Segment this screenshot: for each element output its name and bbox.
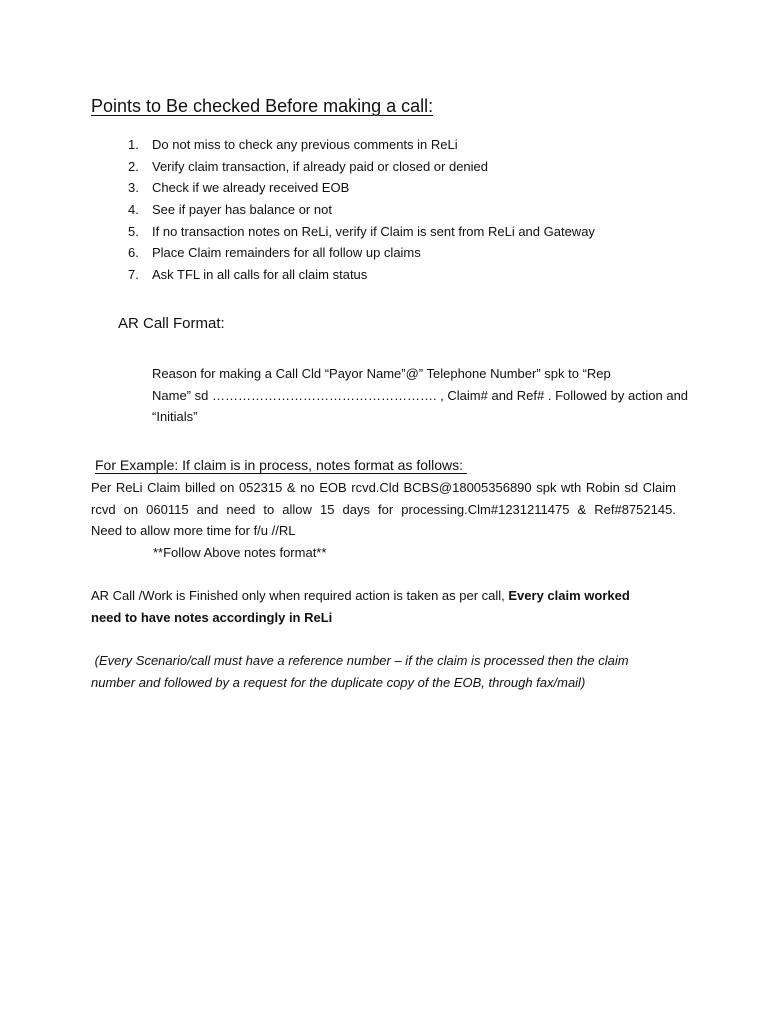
- item-text: Place Claim remainders for all follow up claims: [152, 245, 421, 261]
- item-number: 2.: [128, 158, 139, 174]
- example-word: on: [219, 480, 235, 495]
- item-text: Check if we already received EOB: [152, 180, 350, 196]
- item-number: 6.: [128, 245, 139, 261]
- page-title: Points to Be checked Before making a call:: [91, 96, 434, 116]
- example-word: BCBS@18005356890: [403, 480, 532, 495]
- example-word: need: [226, 501, 256, 517]
- example-word: &: [577, 501, 587, 517]
- example-word: wth: [561, 480, 582, 495]
- example-word: sd: [624, 480, 639, 495]
- checklist-item: [128, 242, 595, 264]
- example-word: rcvd: [91, 501, 116, 517]
- finish-emphasis: need to have notes accordingly in ReLi: [91, 609, 333, 625]
- format-line: “Initials”: [152, 409, 198, 425]
- example-word: Claim: [642, 480, 676, 495]
- finish-emphasis: Every claim worked: [508, 588, 630, 603]
- scenario-line: number and followed by a request for the duplicate copy of the EOB, through fax/mail): [91, 674, 586, 690]
- format-line: Name” sd ……………………………………………. , Claim# and Ref# . Followed by action and: [152, 387, 689, 403]
- example-word: allow: [282, 501, 312, 517]
- example-word: 15: [319, 501, 335, 517]
- example-word: on: [123, 501, 139, 517]
- example-word: 060115: [146, 501, 189, 517]
- example-heading: For Example: If claim is in process, notes format as follows:: [95, 457, 467, 473]
- item-text: Do not miss to check any previous comments in ReLi: [152, 137, 458, 152]
- checklist-item: [128, 221, 595, 243]
- checklist-item: [128, 199, 595, 221]
- example-word: processing.Clm#1231211475: [401, 501, 570, 517]
- example-word: billed: [184, 480, 216, 495]
- follow-format-note: **Follow Above notes format**: [153, 545, 327, 561]
- ar-call-format-title: AR Call Format: [118, 315, 221, 332]
- example-word: and: [196, 501, 219, 517]
- example-word: rcvd.Cld: [351, 480, 399, 495]
- scenario-line: (Every Scenario/call must have a reference number – if the claim is processed then the claim: [91, 653, 629, 668]
- checklist-item: [128, 177, 595, 199]
- ar-call-format-text: [152, 363, 689, 428]
- example-word: no: [300, 480, 315, 495]
- scenario-note: [91, 650, 691, 693]
- example-line-1: [91, 477, 676, 499]
- example-word: spk: [536, 480, 557, 495]
- example-word: 052315: [238, 480, 283, 495]
- finish-text: AR Call /Work is Finished only when required action is taken as per call,: [91, 588, 509, 603]
- example-word: Robin: [585, 480, 620, 495]
- item-number: 1.: [128, 137, 139, 152]
- pre-call-checklist: [128, 134, 595, 286]
- item-number: 7.: [128, 267, 139, 283]
- format-line: Reason for making a Call Cld “Payor Name”@” Telephone Number” spk to “Rep: [152, 366, 611, 381]
- item-text: Verify claim transaction, if already paid or closed or denied: [152, 158, 489, 174]
- example-word: Per: [91, 480, 112, 495]
- example-word: to: [263, 501, 275, 517]
- checklist-item: [128, 156, 595, 178]
- finish-line-1: [91, 585, 691, 607]
- item-number: 3.: [128, 180, 139, 196]
- checklist-item: [128, 264, 595, 286]
- ar-call-format-heading: [118, 313, 225, 335]
- example-notes: [91, 477, 676, 564]
- item-text: See if payer has balance or not: [152, 202, 332, 218]
- example-line-3: Need to allow more time for f/u //RL: [91, 523, 296, 539]
- example-line-2: [91, 499, 676, 521]
- checklist-item: [128, 134, 595, 156]
- example-word: Ref#8752145.: [594, 501, 676, 517]
- example-word: days: [342, 501, 370, 517]
- finish-line-2: [91, 607, 691, 629]
- item-number: 4.: [128, 202, 139, 218]
- example-word: &: [286, 480, 296, 495]
- finish-statement: [91, 585, 691, 628]
- example-word: EOB: [319, 480, 347, 495]
- item-number: 5.: [128, 223, 139, 239]
- item-text: If no transaction notes on ReLi, verify if Claim is sent from ReLi and Gateway: [152, 223, 595, 239]
- example-word: for: [378, 501, 394, 517]
- example-word: Claim: [147, 480, 181, 495]
- example-word: ReLi: [115, 480, 143, 495]
- ar-call-format-colon: :: [220, 315, 225, 332]
- item-text: Ask TFL in all calls for all claim status: [152, 267, 368, 283]
